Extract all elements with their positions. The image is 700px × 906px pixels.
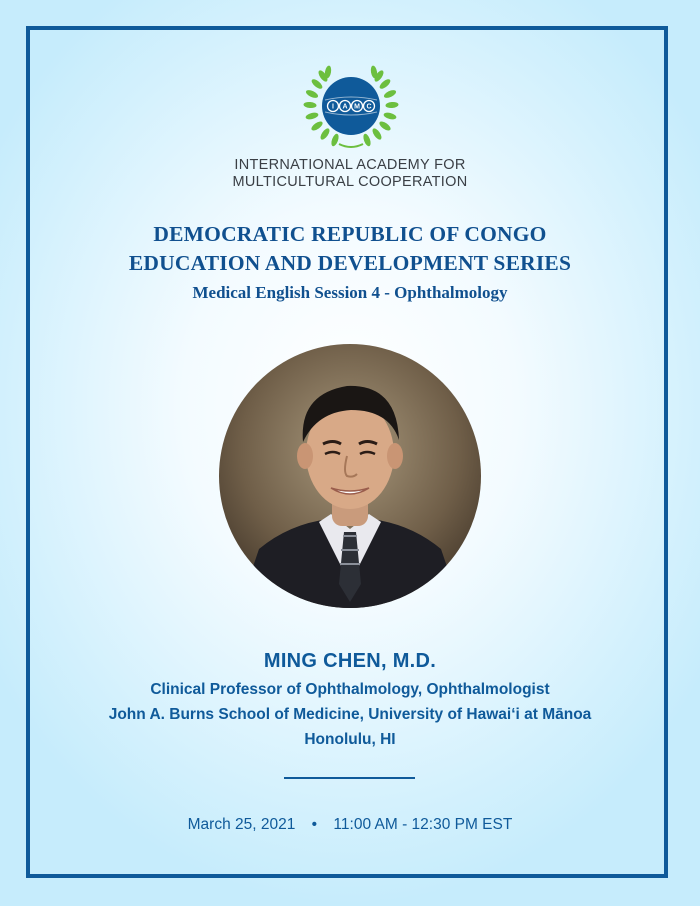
event-datetime <box>0 816 700 834</box>
section-divider <box>284 777 415 779</box>
org-name-line-2: MULTICULTURAL COOPERATION <box>232 174 468 190</box>
svg-text:I: I <box>332 103 334 111</box>
speaker-institution: John A. Burns School of Medicine, University of Hawaiʻi at Mānoa <box>108 706 592 723</box>
speaker-portrait-photo <box>219 344 481 608</box>
org-name-line-1: INTERNATIONAL ACADEMY FOR <box>234 157 466 173</box>
svg-text:C: C <box>366 103 372 111</box>
speaker-name: MING CHEN, M.D. <box>263 650 437 672</box>
series-title-line-1: DEMOCRATIC REPUBLIC OF CONGO <box>153 222 547 246</box>
event-time: 11:00 AM - 12:30 PM EST <box>333 816 513 833</box>
iamc-logo <box>303 64 399 150</box>
session-subtitle: Medical English Session 4 - Ophthalmology <box>192 283 508 302</box>
bullet-separator: • <box>311 816 318 833</box>
svg-text:A: A <box>342 103 348 111</box>
series-title-line-2: EDUCATION AND DEVELOPMENT SERIES <box>128 251 572 275</box>
speaker-position: Clinical Professor of Ophthalmology, Ophthalmologist <box>150 681 550 698</box>
event-date: March 25, 2021 <box>187 816 296 833</box>
speaker-location: Honolulu, HI <box>304 731 396 748</box>
svg-text:M: M <box>354 103 360 111</box>
